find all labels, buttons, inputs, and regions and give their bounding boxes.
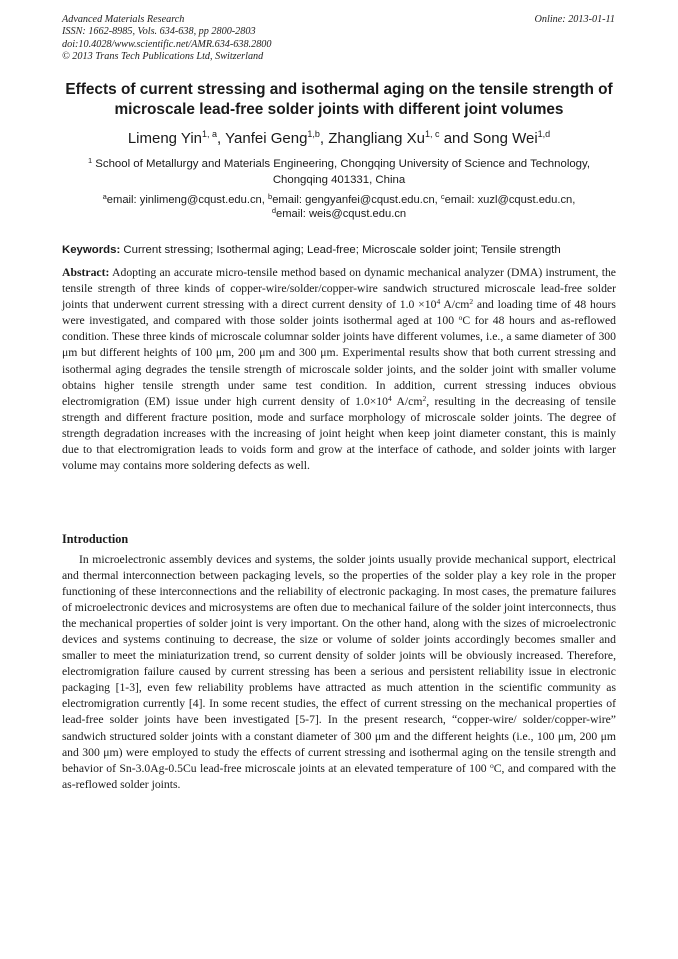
author-name: Zhangliang Xu (328, 130, 426, 147)
abstract-superscript: o (458, 313, 463, 323)
email-entry: email: gengyanfei@cqust.edu.cn, (272, 194, 441, 206)
email-mark: c (440, 192, 445, 201)
email-entry: email: xuzl@cqust.edu.cn, (444, 194, 576, 206)
author-affiliation-mark: 1,d (537, 129, 551, 139)
email-mark: d (271, 206, 277, 215)
introduction-text: C, and compared with the as-reflowed solder joints. (62, 761, 616, 791)
abstract-text: C for 48 hours and as-reflowed condition. These three kinds of microscale columnar solder joints have different volumes, i.e., a same diameter of 300 μm but different heights of 100 μm, 200 μm and 300 μm. Experimental results show that both current stressing and isothermal aging degrades the tensile strength of microscale solder joints, and the solder joint with smaller volume obtains higher tensile strength under same test condition. In addition, current stressing induces obvious electromigration (EM) issue under high current density of 1.0×10 (62, 314, 616, 408)
author-affiliation-mark: 1, c (425, 129, 440, 139)
issn-line: ISSN: 1662-8985, Vols. 634-638, pp 2800-2803 (62, 26, 256, 38)
abstract-text: A/cm (391, 394, 423, 408)
author-separator: , (217, 130, 226, 147)
abstract (62, 265, 616, 474)
introduction-text: In microelectronic assembly devices and systems, the solder joints usually provide mechanical support, electrical and thermal interconnection between packaging levels, so the properties of the solder play a key role in the proper functioning of these interconnections and the reliability of electronic packaging. In most cases, the premature failures of microelectronic devices and microsystems are often due to mechanical failure of the solder joint interconnects, thus the mechanical properties of solder joint is very important. On the other hand, along with the sizes of microelectronic devices and systems continuing to decrease, the size or volume of solder joints accordingly becomes smaller and smaller to meet the miniaturization trend, so current density of solder joints will be obviously increased. Therefore, electromigration failure caused by current stressing has been a serious and persistent reliability issue in electronic packaging [1-3], even few reliability problems have attracted as much attention in the scientific community as electromigration currently [4]. In some recent studies, the effect of current stressing on the mechanical properties of lead-free solder joints have been investigated [5-7]. In the present research, “copper-wire/ solder/copper-wire” sandwich structured solder joints with a constant diameter of 300 μm and the different heights (i.e., 100 μm, 200 μm and 300 μm) were employed to study the effects of current stressing and isothermal aging on the tensile strength and behavior of Sn-3.0Ag-0.5Cu lead-free microscale joints at an elevated temperature of 100 (62, 553, 616, 775)
email-mark: a (102, 192, 107, 201)
affiliation-text: School of Metallurgy and Materials Engineering, Chongqing University of Science and Technology, Chongqing 401331, China (92, 158, 591, 186)
abstract-label: Abstract: (62, 266, 110, 279)
author-affiliation-mark: 1,b (307, 129, 320, 139)
author-name: Song Wei (472, 130, 538, 147)
abstract-text: A/cm (440, 298, 470, 312)
abstract-superscript: 2 (469, 297, 474, 307)
introduction-paragraph (62, 552, 616, 793)
author-name: Yanfei Geng (225, 130, 308, 147)
abstract-superscript: 4 (387, 393, 392, 403)
keywords (62, 243, 618, 258)
abstract-superscript: 2 (422, 393, 427, 403)
email-entry: email: weis@cqust.edu.cn (276, 208, 407, 220)
abstract-text: and loading time of 48 hours were investigated, and compared with those solder joints isothermal aged at 100 (62, 298, 616, 328)
keywords-text: Current stressing; Isothermal aging; Lead-free; Microscale solder joint; Tensile strength (120, 244, 561, 256)
author-emails (62, 193, 616, 221)
affiliation-mark: 1 (87, 156, 93, 165)
author-separator: and (439, 130, 473, 147)
section-heading-introduction: Introduction (62, 532, 129, 546)
journal-header (62, 14, 271, 64)
keywords-label: Keywords: (62, 244, 121, 256)
journal-name: Advanced Materials Research (62, 14, 185, 25)
online-date: Online: 2013-01-11 (534, 14, 615, 25)
abstract-superscript: 4 (436, 297, 441, 307)
email-entry: email: yinlimeng@cqust.edu.cn, (106, 194, 269, 206)
affiliation (62, 157, 616, 188)
author-separator: , (319, 130, 329, 147)
author-name: Limeng Yin (127, 130, 203, 147)
author-affiliation-mark: 1, a (202, 129, 218, 139)
paper-title: Effects of current stressing and isothermal aging on the tensile strength of microscale lead-free solder joints with different joint volumes (65, 81, 613, 118)
author-list (40, 129, 638, 149)
copyright-line: © 2013 Trans Tech Publications Ltd, Switzerland (62, 51, 264, 63)
abstract-text: , resulting in the decreasing of tensile strength and different fracture position, mode and surface morphology of microscale solder joints. The degree of strength degradation increases with the increasing of joint height when keep joint diameter constant, this is mainly due to that electromigration leads to voids form and grow at the interface of cathode, and solder joints with larger volume may contains more soldering defects as well. (62, 394, 616, 473)
email-mark: b (268, 192, 273, 201)
abstract-text: Adopting an accurate micro-tensile method based on dynamic mechanical analyzer (DMA) instrument, the tensile strength of three kinds of copper-wire/solder/copper-wire sandwich structured microscale lead-free solder joints that underwent current stressing with a direct current density of 1.0 ×10 (62, 266, 616, 312)
introduction-superscript: o (490, 760, 494, 770)
doi-line: doi:10.4028/www.scientific.net/AMR.634-638.2800 (62, 38, 272, 50)
